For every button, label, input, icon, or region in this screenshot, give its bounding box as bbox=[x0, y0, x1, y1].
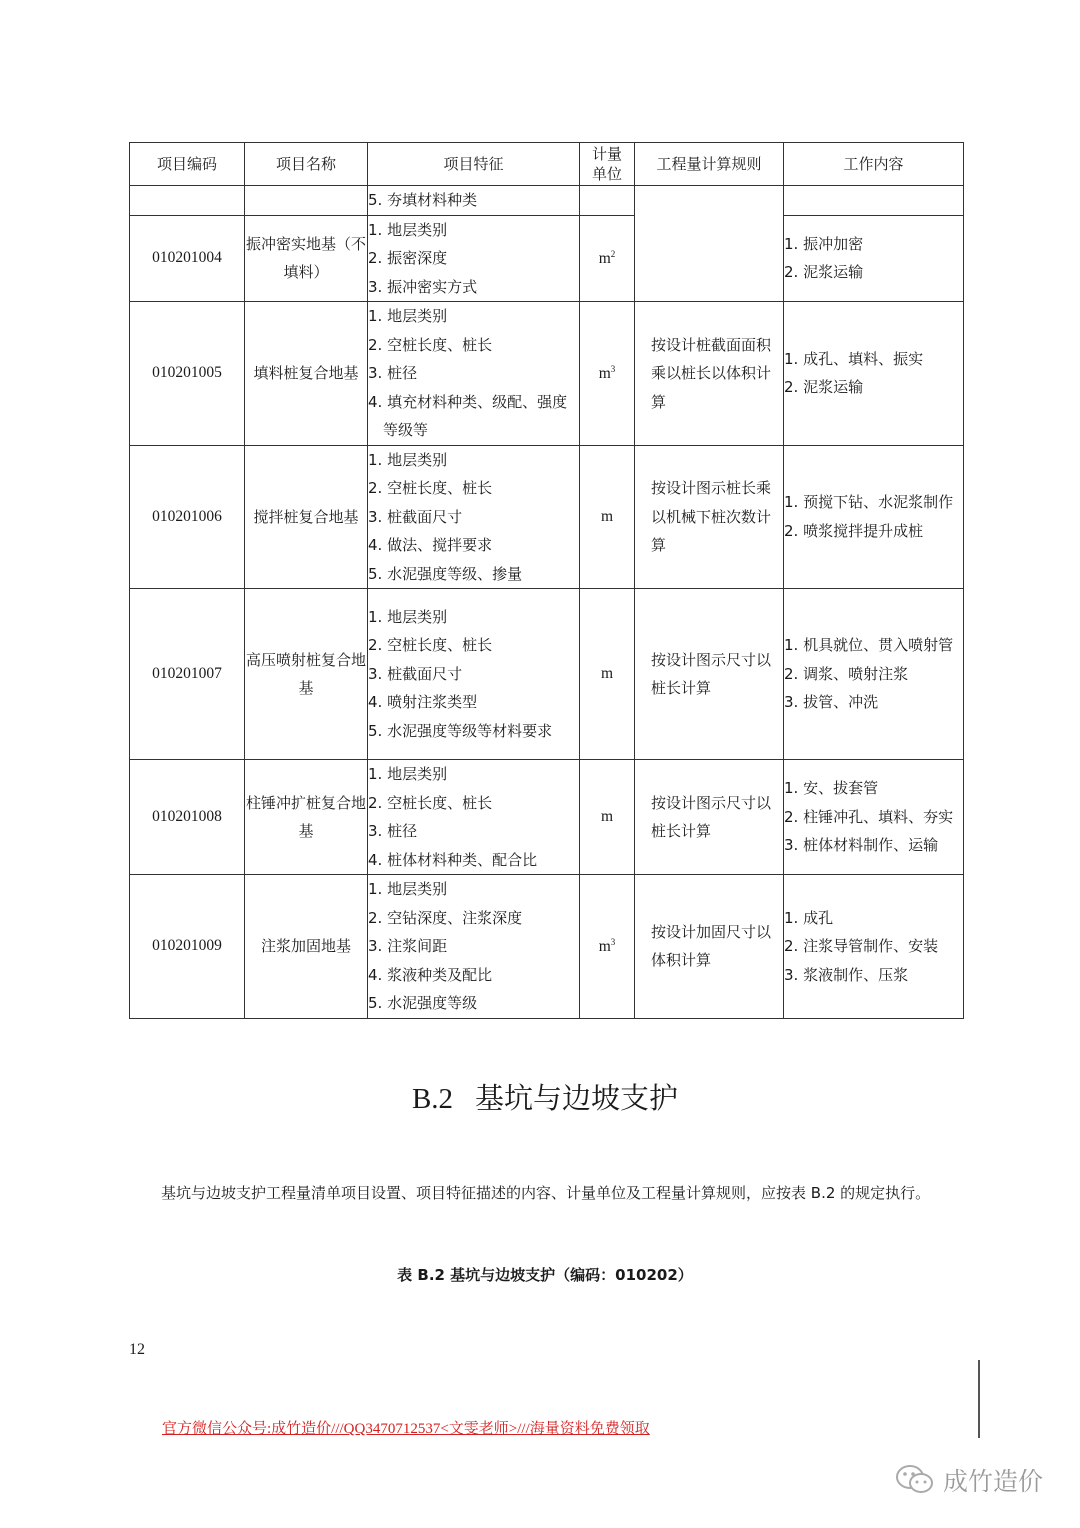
work-item: 2. 喷浆搅拌提升成桩 bbox=[784, 521, 924, 540]
code-cell bbox=[130, 760, 245, 875]
code-text: 010201004 bbox=[152, 249, 222, 267]
work-item: 3. 浆液制作、压浆 bbox=[784, 965, 909, 984]
feature-cell bbox=[368, 302, 580, 446]
feature-item: 2. 振密深度 bbox=[368, 249, 448, 267]
code-cell bbox=[130, 215, 245, 302]
unit-cell bbox=[580, 445, 635, 589]
rule-text: 按设计图示尺寸以桩长计算 bbox=[651, 650, 772, 697]
name-cell bbox=[245, 760, 368, 875]
unit-cell bbox=[580, 215, 635, 302]
rule-cell bbox=[635, 445, 784, 589]
work-cell bbox=[784, 186, 964, 216]
promo-link[interactable]: 官方微信公众号:成竹造价///QQ3470712537<文雯老师>///海量资料免费领取 bbox=[162, 1421, 650, 1437]
feature-cell bbox=[368, 445, 580, 589]
feature-item: 3. 桩截面尺寸 bbox=[368, 664, 463, 683]
feature-item: 1. 地层类别 bbox=[368, 220, 448, 239]
rule-text: 按设计图示尺寸以桩长计算 bbox=[651, 793, 772, 840]
feature-item: 4. 填充材料种类、级配、强度等级等 bbox=[368, 392, 568, 439]
work-cell bbox=[784, 302, 964, 446]
unit-exponent: 2 bbox=[610, 248, 616, 259]
table-row-continuation bbox=[130, 186, 964, 216]
watermark-text: 成竹造价 bbox=[943, 1467, 1044, 1496]
table-row bbox=[130, 589, 964, 760]
feature-item: 3. 桩截面尺寸 bbox=[368, 507, 463, 526]
work-cell bbox=[784, 215, 964, 302]
unit-exponent: 3 bbox=[610, 936, 616, 947]
code-text: 010201008 bbox=[152, 808, 222, 825]
code-cell bbox=[130, 302, 245, 446]
feature-cell bbox=[368, 186, 580, 216]
unit-text: m bbox=[598, 937, 611, 955]
code-cell bbox=[130, 186, 245, 216]
header-work: 工作内容 bbox=[784, 143, 964, 186]
feature-item: 3. 桩径 bbox=[368, 364, 418, 382]
margin-divider bbox=[978, 1360, 980, 1438]
work-item: 1. 振冲加密 bbox=[784, 234, 864, 253]
work-item: 3. 桩体材料制作、运输 bbox=[784, 836, 939, 855]
feature-cell bbox=[368, 875, 580, 1019]
work-item: 2. 泥浆运输 bbox=[784, 378, 864, 397]
work-item: 1. 预搅下钻、水泥浆制作 bbox=[784, 493, 954, 512]
unit-text: m bbox=[598, 249, 611, 267]
unit-exponent: 3 bbox=[610, 363, 616, 374]
work-item: 1. 安、拔套管 bbox=[784, 779, 879, 798]
feature-item: 5. 水泥强度等级、掺量 bbox=[368, 564, 523, 583]
code-cell bbox=[130, 875, 245, 1019]
unit-cell bbox=[580, 760, 635, 875]
code-text: 010201009 bbox=[152, 937, 222, 955]
work-cell bbox=[784, 589, 964, 760]
section-title: 基坑与边坡支护 bbox=[475, 1081, 679, 1115]
unit-cell bbox=[580, 186, 635, 216]
name-cell bbox=[245, 186, 368, 216]
feature-item: 1. 地层类别 bbox=[368, 450, 448, 469]
table-row bbox=[130, 445, 964, 589]
table-row bbox=[130, 760, 964, 875]
header-unit: 计量 单位 bbox=[580, 143, 635, 186]
unit-text: m bbox=[600, 808, 614, 825]
header-name: 项目名称 bbox=[245, 143, 368, 186]
header-code: 项目编码 bbox=[130, 143, 245, 186]
name-text: 柱锤冲扩桩复合地基 bbox=[245, 794, 366, 840]
rule-text: 按设计图示桩长乘以机械下桩次数计算 bbox=[651, 479, 772, 554]
name-text: 注浆加固地基 bbox=[260, 937, 351, 956]
feature-item: 1. 地层类别 bbox=[368, 607, 448, 626]
rule-text: 按设计加固尺寸以体积计算 bbox=[651, 922, 772, 970]
feature-item: 3. 桩径 bbox=[368, 822, 418, 840]
rule-cell bbox=[635, 186, 784, 302]
header-features: 项目特征 bbox=[368, 143, 580, 186]
feature-item: 5. 夯填材料种类 bbox=[368, 191, 478, 209]
work-item: 1. 成孔 bbox=[784, 908, 834, 927]
code-text: 010201007 bbox=[152, 665, 222, 682]
work-item: 1. 机具就位、贯入喷射管 bbox=[784, 636, 954, 655]
feature-item: 2. 空桩长度、桩长 bbox=[368, 636, 493, 655]
code-text: 010201005 bbox=[152, 364, 222, 382]
feature-item: 4. 做法、搅拌要求 bbox=[368, 536, 493, 554]
feature-item: 5. 水泥强度等级等材料要求 bbox=[368, 721, 553, 740]
code-text: 010201006 bbox=[152, 507, 222, 525]
code-cell bbox=[130, 445, 245, 589]
feature-item: 2. 空桩长度、桩长 bbox=[368, 479, 493, 497]
feature-item: 1. 地层类别 bbox=[368, 307, 448, 325]
quantity-spec-table bbox=[129, 142, 964, 1019]
work-item: 2. 调浆、喷射注浆 bbox=[784, 664, 909, 683]
feature-cell bbox=[368, 215, 580, 302]
unit-cell bbox=[580, 589, 635, 760]
rule-cell bbox=[635, 875, 784, 1019]
work-item: 2. 柱锤冲孔、填料、夯实 bbox=[784, 807, 954, 826]
feature-item: 4. 桩体材料种类、配合比 bbox=[368, 850, 538, 869]
feature-item: 2. 空桩长度、桩长 bbox=[368, 335, 493, 354]
name-text: 振冲密实地基（不填料） bbox=[245, 235, 366, 282]
feature-cell bbox=[368, 589, 580, 760]
feature-item: 2. 空桩长度、桩长 bbox=[368, 793, 493, 812]
feature-item: 3. 注浆间距 bbox=[368, 937, 448, 955]
work-item: 2. 注浆导管制作、安装 bbox=[784, 937, 939, 955]
page-number: 12 bbox=[129, 1341, 145, 1358]
feature-item: 3. 振冲密实方式 bbox=[368, 277, 478, 296]
table-row bbox=[130, 215, 964, 302]
name-cell bbox=[245, 445, 368, 589]
name-text: 搅拌桩复合地基 bbox=[253, 507, 359, 526]
feature-item: 4. 浆液种类及配比 bbox=[368, 965, 493, 984]
name-text: 高压喷射桩复合地基 bbox=[245, 651, 366, 697]
rule-cell bbox=[635, 589, 784, 760]
table-row bbox=[130, 302, 964, 446]
feature-item: 2. 空钻深度、注浆深度 bbox=[368, 908, 523, 927]
table-row bbox=[130, 875, 964, 1019]
table-caption: 表 B.2 基坑与边坡支护（编码：010202） bbox=[397, 1266, 693, 1284]
section-paragraph: 基坑与边坡支护工程量清单项目设置、项目特征描述的内容、计量单位及工程量计算规则，应按表 B.2 的规定执行。 bbox=[161, 1184, 931, 1202]
name-cell bbox=[245, 215, 368, 302]
name-cell bbox=[245, 589, 368, 760]
unit-cell bbox=[580, 302, 635, 446]
section-heading bbox=[0, 1076, 1080, 1117]
name-text: 填料桩复合地基 bbox=[253, 364, 359, 383]
section-number: B.2 bbox=[411, 1083, 454, 1115]
wechat-icon bbox=[895, 1464, 935, 1496]
name-cell bbox=[245, 302, 368, 446]
work-cell bbox=[784, 760, 964, 875]
feature-item: 1. 地层类别 bbox=[368, 765, 448, 783]
work-cell bbox=[784, 445, 964, 589]
unit-text: m bbox=[598, 364, 611, 382]
feature-item: 4. 喷射注浆类型 bbox=[368, 693, 478, 712]
watermark bbox=[895, 1460, 1043, 1500]
work-cell bbox=[784, 875, 964, 1019]
unit-text: m bbox=[600, 507, 614, 525]
feature-item: 1. 地层类别 bbox=[368, 880, 448, 898]
name-cell bbox=[245, 875, 368, 1019]
feature-cell bbox=[368, 760, 580, 875]
rule-cell bbox=[635, 760, 784, 875]
code-cell bbox=[130, 589, 245, 760]
rule-cell bbox=[635, 302, 784, 446]
unit-text: m bbox=[600, 665, 614, 682]
work-item: 3. 拔管、冲洗 bbox=[784, 693, 879, 712]
rule-text: 按设计桩截面面积乘以桩长以体积计算 bbox=[651, 335, 772, 411]
table-header-row bbox=[130, 143, 964, 186]
header-rule: 工程量计算规则 bbox=[635, 143, 784, 186]
work-item: 2. 泥浆运输 bbox=[784, 263, 864, 282]
unit-cell bbox=[580, 875, 635, 1019]
work-item: 1. 成孔、填料、振实 bbox=[784, 349, 924, 368]
feature-item: 5. 水泥强度等级 bbox=[368, 994, 478, 1012]
